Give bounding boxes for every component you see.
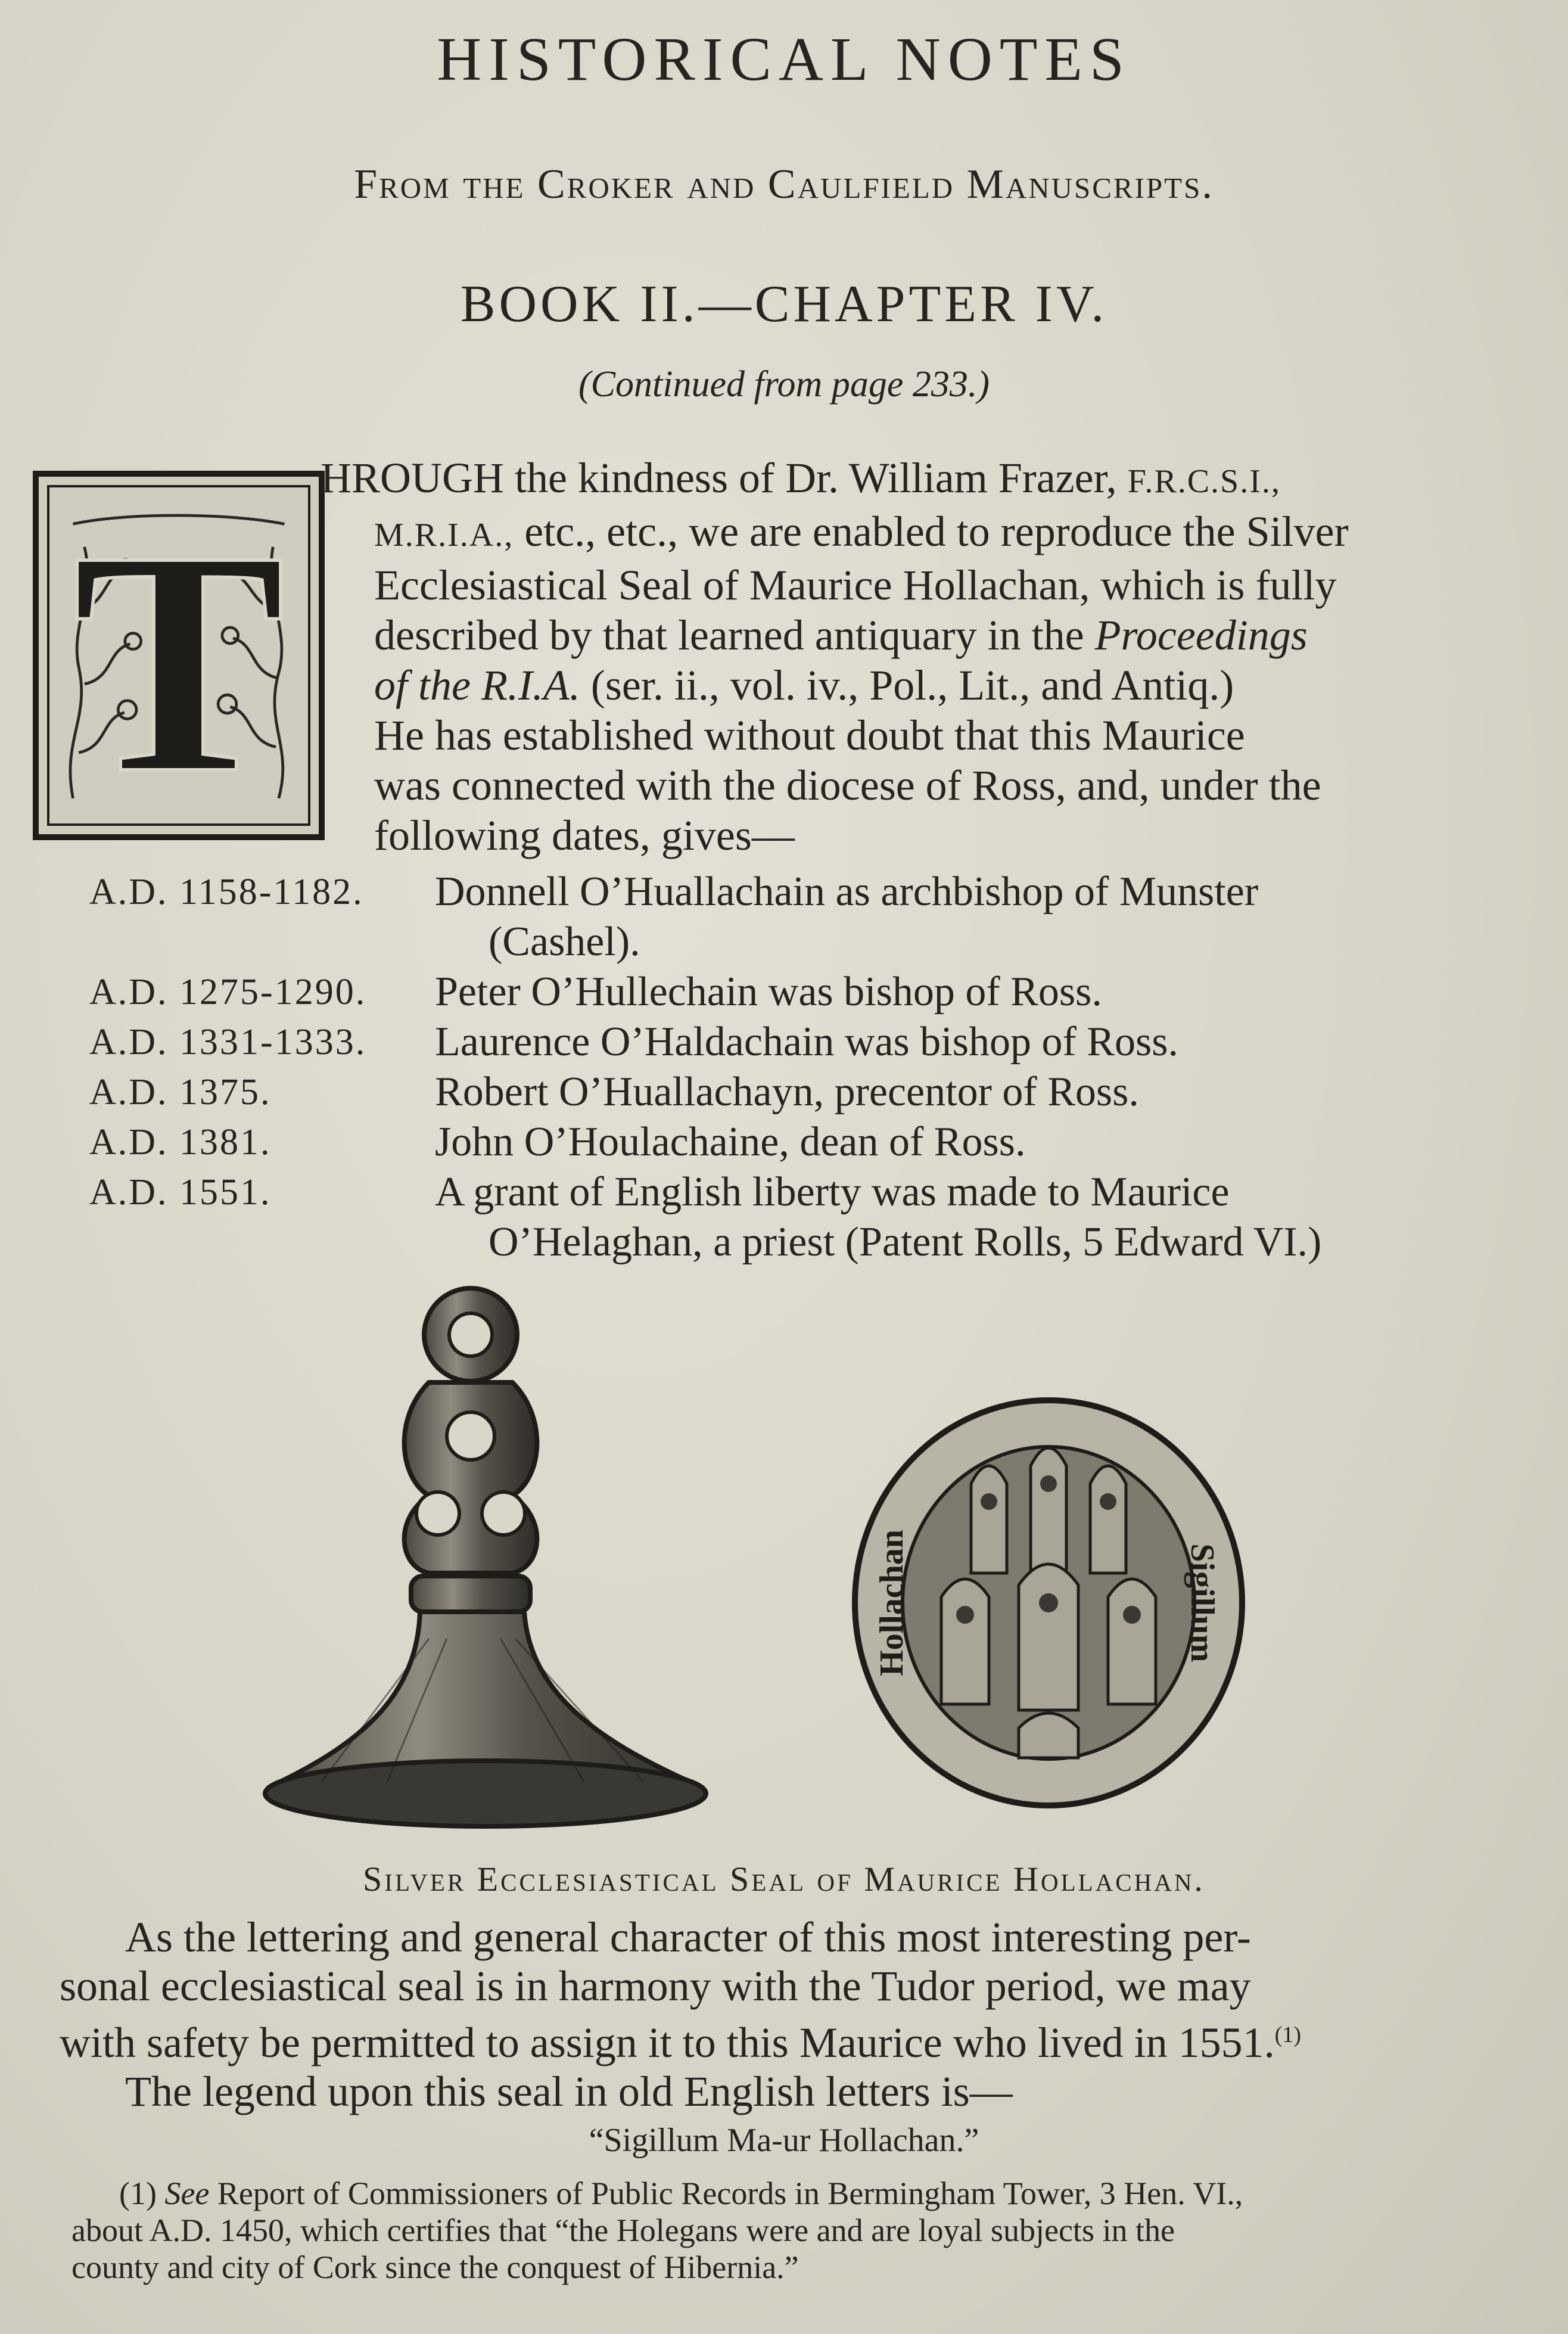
date-entry-continuation: (Cashel).	[489, 919, 640, 965]
seal-legend-quote: “Sigillum Ma-ur Hollachan.”	[589, 2122, 979, 2159]
seal-legend-left: Hollachan	[873, 1530, 910, 1676]
date-entry: A.D. 1375. Robert O’Huallachayn, precentor of Ross.	[89, 1069, 1139, 1115]
date-entry: A.D. 1275-1290. Peter O’Hullechain was bishop of Ross.	[89, 969, 1102, 1015]
figure-caption: Silver Ecclesiastical Seal of Maurice Hollachan.	[363, 1860, 1205, 1898]
footnote: (1) See Report of Commissioners of Public Records in Bermingham Tower, 3 Hen. VI., about A.D. 1450, which certifies that “the Holegans were and are loyal subjects in the county and city of Cork since the conquest of Hibernia.”	[71, 2176, 1243, 2285]
drop-cap-letter: T	[71, 484, 286, 834]
continued-note: (Continued from page 233.)	[578, 364, 990, 405]
date-entry: A.D. 1381. John O’Houlachaine, dean of Ross.	[89, 1119, 1026, 1165]
date-entry: A.D. 1158-1182. Donnell O’Huallachain as archbishop of Munster	[89, 869, 1259, 915]
date-entry-continuation: O’Helaghan, a priest (Patent Rolls, 5 Edward VI.)	[489, 1219, 1322, 1265]
body-paragraph: As the lettering and general character of this most interesting per- sonal ecclesiastical seal is in harmony with the Tudor period, we may with safety be permitted to assign it to this Maurice who lived in 1551.$^{(1)}$ The legend upon this seal in old English letters is—	[60, 1913, 1301, 2115]
chapter-heading: BOOK II.—CHAPTER IV.	[460, 275, 1108, 333]
seal-legend-right: Sigillum	[1184, 1543, 1221, 1662]
date-entry: A.D. 1331-1333. Laurence O’Haldachain was bishop of Ross.	[89, 1019, 1178, 1065]
floral-ornament-icon	[39, 477, 319, 834]
intro-paragraph: HROUGH the kindness of Dr. William Frazer, F.R.C.S.I., M.R.I.A., etc., etc., we are enabled to reproduce the Silver Ecclesiastical Seal of Maurice Hollachan, which is fully described by that learned antiquary in the Proceedings of the R.I.A. (ser. ii., vol. iv., Pol., Lit., and Antiq.) He has established without doubt that this Maurice was connected with the diocese of Ross, and, under the following dates, gives—	[321, 454, 1349, 859]
seal-matrix-illustration	[250, 1281, 721, 1841]
date-entry: A.D. 1551. A grant of English liberty was made to Maurice	[89, 1169, 1230, 1215]
seal-illustration	[0, 1281, 1568, 1847]
page-subtitle: From the Croker and Caulfield Manuscripts.	[354, 161, 1214, 207]
date-list	[89, 867, 1507, 1267]
page-title: HISTORICAL NOTES	[437, 25, 1131, 94]
seal-impression-illustration	[846, 1394, 1251, 1811]
drop-cap-ornament	[33, 471, 325, 840]
